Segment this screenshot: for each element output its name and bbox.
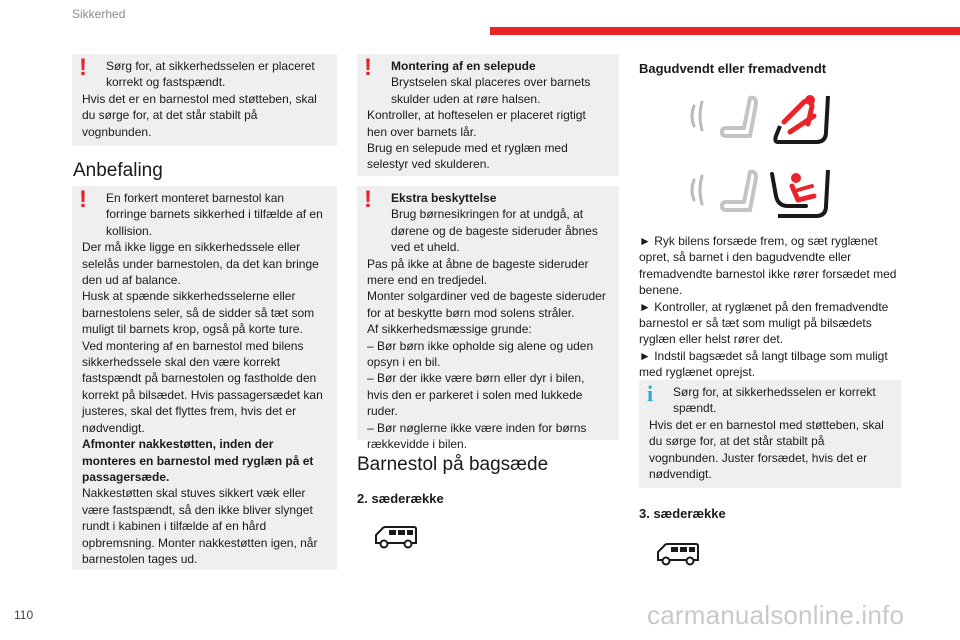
info-lead: Sørg for, at sikkerhedsselen er korrekt spændt.: [673, 385, 876, 416]
booster-p1: Brystselen skal placeres over barnets skulder uden at røre halsen.: [391, 75, 591, 106]
warning-box-booster: [357, 54, 619, 176]
subheading-row3: 3. sæderække: [639, 506, 726, 521]
instruction-2: ► Kontroller, at ryglænet på den fremadvendte barnestol er så tæt som muligt på bilsædets ryglæn eller helst rører det.: [639, 299, 889, 347]
booster-title: Montering af en selepude: [391, 59, 536, 73]
recommendation-lead: En forkert monteret barnestol kan forringe barnets sikkerhed i tilfælde af en kollision.: [106, 191, 323, 238]
van-row2-icon: [373, 523, 419, 551]
recommendation-bold: Afmonter nakkestøtten, inden der monteres en barnestol med ryglæn på et passagersæde.: [82, 437, 314, 484]
warning-icon: !: [79, 186, 87, 213]
warning-icon: !: [79, 54, 87, 81]
recommendation-p3: Ved montering af en barnestol med bilens sikkerhedssele skal den være korrekt fastspændt på barnestolen og fastholde den korrekt på bilsædet. Hvis passagersædet kan justeres, skal det flyttes frem, hvis det er nødvendigt.: [82, 338, 323, 435]
section-title: Sikkerhed: [72, 7, 126, 21]
extra-p3: Monter solgardiner ved de bageste sideruder for at beskytte børn mod solens stråler.: [367, 289, 606, 320]
header-accent-bar: [490, 27, 960, 35]
instruction-3: ► Indstil bagsædet så langt tilbage som muligt med ryglænet oprejst.: [639, 348, 888, 380]
extra-p7: – Bør nøglerne ikke være inden for børns rækkevidde i bilen.: [367, 420, 587, 452]
extra-p1: Brug børnesikringen for at undgå, at dørene og de bageste sideruder åbnes ved et uheld.: [391, 207, 598, 255]
heading-direction: Bagudvendt eller fremadvendt: [639, 61, 827, 76]
subheading-row2: 2. sæderække: [357, 491, 444, 506]
forward-facing-seat-icon: [680, 166, 836, 228]
extra-p4: Af sikkerhedsmæssige grunde:: [367, 322, 532, 337]
heading-rear-seat: Barnestol på bagsæde: [357, 454, 549, 475]
instruction-1: ► Ryk bilens forsæde frem, og sæt ryglænet opret, så barnet i den bagudvendte eller fremadvendte barnestol ikke rører forsædet med benene.: [639, 234, 897, 298]
warning-lead: Sørg for, at sikkerhedsselen er placeret korrekt og fastspændt.: [106, 59, 315, 90]
extra-title: Ekstra beskyttelse: [391, 191, 497, 205]
direction-instructions: [639, 233, 904, 381]
recommendation-p1: Der må ikke ligge en sikkerhedssele eller selelås under barnestolen, da det kan bringe den ud af balance.: [82, 240, 319, 288]
info-box-seatbelt: [639, 380, 901, 488]
warning-box-recommendation: [72, 186, 337, 570]
warning-body: Hvis det er en barnestol med støtteben, skal du sørge for, at det står stabilt på vognbunden.: [82, 91, 317, 139]
recommendation-p4: Nakkestøtten skal stuves sikkert væk eller være fastspændt, så den ikke bliver slynget rundt i kabinen i tilfælde af en hård opbremsning. Monter nakkestøtten igen, når barnestolen tages ud.: [82, 486, 318, 566]
watermark: carmanualsonline.info: [647, 600, 905, 630]
booster-p3: Brug en selepude med et ryglæn med selestyr ved skulderen.: [367, 141, 568, 172]
booster-p2: Kontroller, at hofteselen er placeret rigtigt hen over barnets lår.: [367, 108, 586, 139]
info-body: Hvis det er en barnestol med støtteben, skal du sørge for, at det står stabilt på vognbunden. Juster forsædet, hvis det er nødvendigt.: [649, 417, 884, 482]
van-row3-icon: [655, 540, 701, 568]
page-number: 110: [14, 608, 34, 622]
extra-p5: – Bør børn ikke opholde sig alene og uden opsyn i en bil.: [367, 338, 594, 370]
warning-icon: !: [364, 54, 372, 81]
warning-box-extra-protection: [357, 186, 619, 452]
warning-icon: !: [364, 186, 372, 213]
warning-box-seatbelt: [72, 54, 337, 146]
extra-p2: Pas på ikke at åbne de bageste sideruder mere end en tredjedel.: [367, 256, 589, 288]
rear-facing-seat-icon: [680, 92, 836, 154]
recommendation-p2: Husk at spænde sikkerhedsselerne eller barnestolens seler, så de sidder så tæt som muligt til barnets krop, også på korte ture.: [82, 289, 315, 337]
info-icon: i: [646, 381, 654, 406]
extra-p6: – Bør der ikke være børn eller dyr i bilen, hvis den er parkeret i solen med lukkede ruder.: [367, 371, 585, 419]
heading-anbefaling: Anbefaling: [73, 160, 163, 181]
